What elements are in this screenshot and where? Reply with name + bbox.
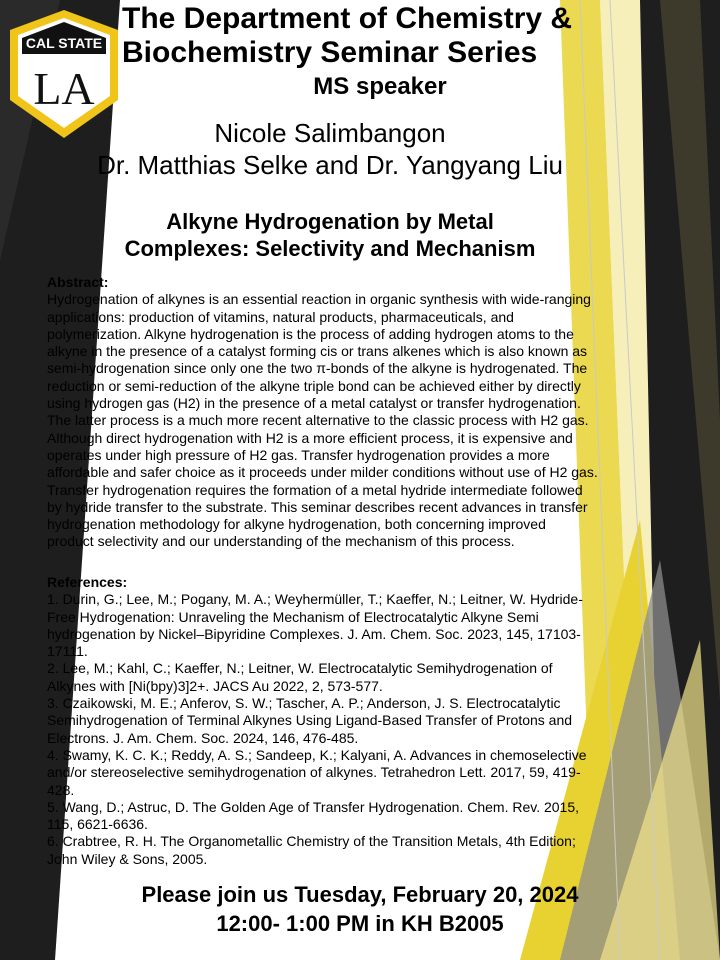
abstract-line: Although direct hydrogenation with H2 is a more efficient process, it is expensive and: [47, 429, 573, 446]
seminar-title-line1: The Department of Chemistry &: [122, 2, 573, 35]
abstract-line: The latter process is a much more recent alternative to the classic process with H2 gas.: [47, 412, 589, 429]
abstract-line: semi-hydrogenation since only one the two π-bonds of the alkyne is hydrogenated. The: [47, 360, 588, 377]
abstract-line: reduction or semi-reduction of the alkyne triple bond can be achieved either by directly: [47, 377, 581, 394]
abstract-line: operates under high pressure of H2 gas. Transfer hydrogenation provides a more: [47, 446, 550, 463]
abstract-line: Transfer hydrogenation requires the formation of a metal hydride intermediate followed: [47, 481, 583, 498]
reference-line: Semihydrogenation of Terminal Alkynes Using Ligand-Based Transfer of Protons and: [47, 712, 573, 729]
cal-state-la-logo: [6, 8, 122, 140]
talk-title-line1: Alkyne Hydrogenation by Metal: [166, 209, 494, 234]
reference-line: Electrons. J. Am. Chem. Soc. 2024, 146, 476-485.: [47, 729, 359, 746]
abstract-section: [47, 274, 632, 551]
event-time-location: 12:00- 1:00 PM in KH B2005: [216, 911, 504, 936]
advisors-line: Dr. Matthias Selke and Dr. Yangyang Liu: [97, 150, 563, 180]
reference-line: 17111.: [47, 643, 88, 660]
abstract-line: using hydrogen gas (H2) in the presence of a metal catalyst or transfer hydrogenation.: [47, 395, 581, 412]
seminar-title-line2: Biochemistry Seminar Series: [122, 36, 538, 69]
reference-line: 1. Durin, G.; Lee, M.; Pogany, M. A.; Weyhermüller, T.; Kaeffer, N.; Leitner, W. Hydride-: [47, 591, 583, 608]
logo-top-text: CAL STATE: [25, 35, 103, 51]
reference-line: and/or stereoselective semihydrogenation of alkynes. Tetrahedron Lett. 2017, 59, 419-: [47, 764, 581, 781]
abstract-line: alkyne in the presence of a catalyst forming cis or trans alkenes which is also known as: [47, 343, 588, 360]
event-date-line: Please join us Tuesday, February 20, 2024: [141, 882, 579, 907]
ms-speaker-text: MS speaker: [313, 73, 447, 100]
reference-line: 115, 6621-6636.: [47, 816, 148, 833]
seminar-title: [122, 2, 682, 70]
abstract-line: applications: production of vitamins, natural products, pharmaceuticals, and: [47, 308, 514, 325]
speaker-name: Nicole Salimbangon: [214, 118, 446, 148]
reference-line: 3. Czaikowski, M. E.; Anferov, S. W.; Tascher, A. P.; Anderson, J. S. Electrocatalytic: [47, 695, 561, 712]
abstract-line: product selectivity and our understanding of the mechanism of this process.: [47, 533, 515, 550]
reference-line: hydrogenation by Nickel–Bipyridine Complexes. J. Am. Chem. Soc. 2023, 145, 17103-: [47, 625, 581, 642]
references-heading: References:: [47, 574, 128, 590]
reference-line: 6. Crabtree, R. H. The Organometallic Chemistry of the Transition Metals, 4th Edition;: [47, 833, 576, 850]
ms-speaker-label: [60, 73, 700, 101]
abstract-line: by hydride transfer to the substrate. This seminar describes recent advances in transfer: [47, 498, 588, 515]
talk-title-line2: Complexes: Selectivity and Mechanism: [124, 236, 536, 261]
reference-line: 4. Swamy, K. C. K.; Reddy, A. S.; Sandeep, K.; Kalyani, A. Advances in chemoselective: [47, 746, 587, 763]
abstract-line: hydrogenation methodology for alkyne hydrogenation, both concerning improved: [47, 516, 546, 533]
logo-big-text: LA: [33, 63, 95, 114]
references-section: [47, 574, 632, 868]
reference-line: 5. Wang, D.; Astruc, D. The Golden Age of Transfer Hydrogenation. Chem. Rev. 2015,: [47, 798, 580, 815]
abstract-heading: Abstract:: [47, 274, 109, 290]
abstract-line: Hydrogenation of alkynes is an essential reaction in organic synthesis with wide-ranging: [47, 291, 591, 308]
reference-line: Alkynes with [Ni(bpy)3]2+. JACS Au 2022, 2, 573-577.: [47, 677, 383, 694]
abstract-line: polymerization. Alkyne hydrogenation is the process of adding hydrogen atoms to the: [47, 325, 574, 342]
reference-line: 2. Lee, M.; Kahl, C.; Kaeffer, N.; Leitner, W. Electrocatalytic Semihydrogenation of: [47, 660, 553, 677]
reference-line: 428.: [47, 781, 75, 798]
talk-title: [0, 208, 660, 262]
abstract-line: affordable and safer choice as it proceeds under milder conditions without use of H2 gas.: [47, 464, 598, 481]
reference-line: Free Hydrogenation: Unraveling the Mechanism of Electrocatalytic Alkyne Semi: [47, 608, 539, 625]
event-details: [0, 880, 720, 938]
reference-line: John Wiley & Sons, 2005.: [47, 850, 208, 867]
